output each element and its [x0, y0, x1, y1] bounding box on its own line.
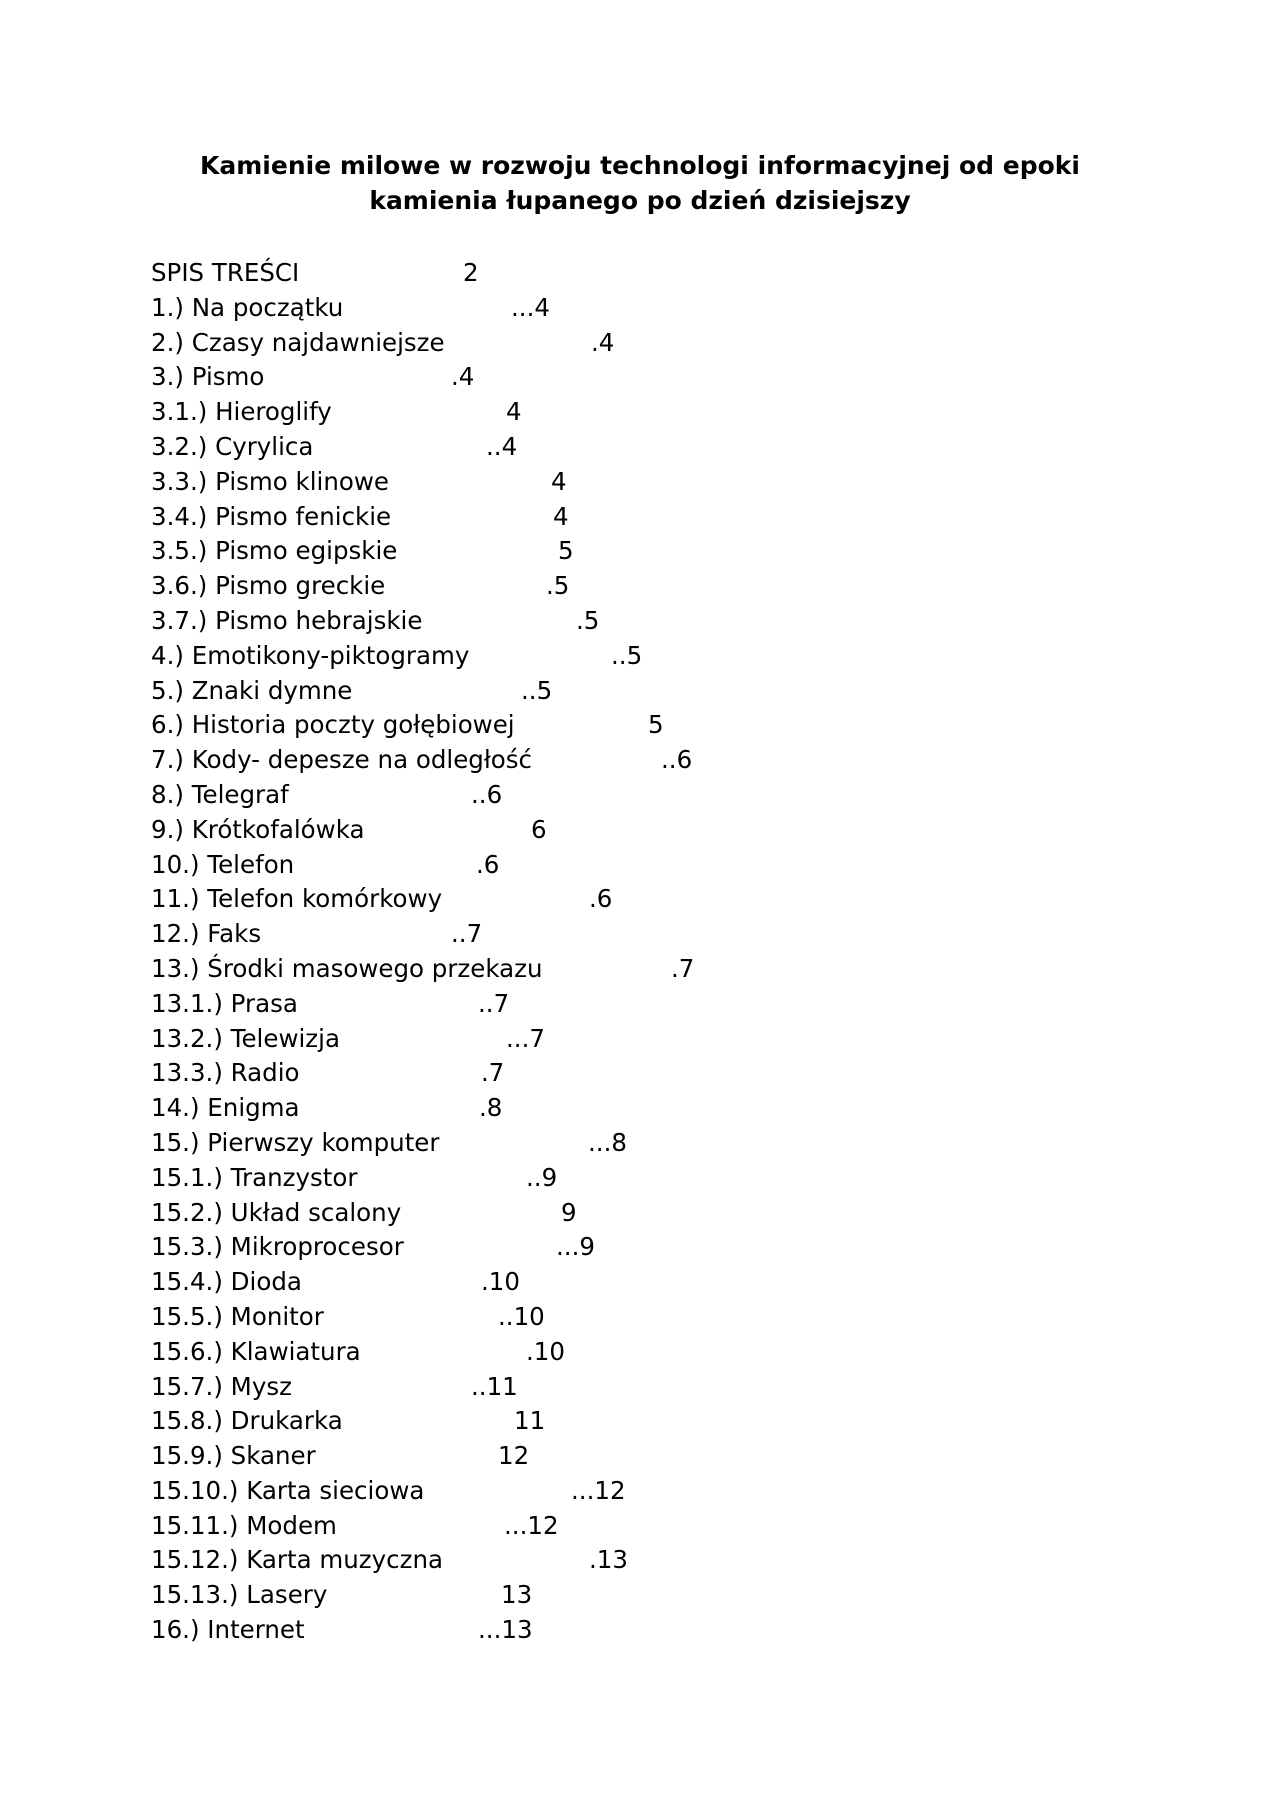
toc-entry-label: 6.) Historia poczty gołębiowej: [151, 710, 515, 740]
toc-entry[interactable]: [151, 1335, 1051, 1370]
toc-entry-label: 15.2.) Układ scalony: [151, 1197, 402, 1227]
toc-entry-label: 13.3.) Radio: [151, 1058, 300, 1088]
toc-entry-page: 12: [498, 1441, 530, 1471]
toc-entry[interactable]: [151, 1230, 1051, 1265]
toc-entry[interactable]: [151, 1091, 1051, 1126]
toc-entry-page: .5: [546, 571, 570, 601]
toc-entry[interactable]: [151, 1439, 1051, 1474]
toc-entry-label: 7.) Kody- depesze na odległość: [151, 745, 533, 775]
toc-entry[interactable]: [151, 430, 1051, 465]
toc-entry-page: 13: [501, 1580, 533, 1610]
toc-entry-page: .7: [481, 1058, 505, 1088]
toc-entry-label: 11.) Telefon komórkowy: [151, 884, 443, 914]
toc-entry[interactable]: [151, 1126, 1051, 1161]
toc-entry[interactable]: [151, 1196, 1051, 1231]
toc-entry[interactable]: [151, 639, 1051, 674]
toc-entry-page: .13: [589, 1545, 628, 1575]
toc-entry-label: 3.4.) Pismo fenickie: [151, 501, 392, 531]
toc-entry-label: 5.) Znaki dymne: [151, 675, 353, 705]
toc-entry[interactable]: [151, 1543, 1051, 1578]
toc-entry-label: 15.7.) Mysz: [151, 1371, 292, 1401]
toc-entry-label: 4.) Emotikony-piktogramy: [151, 640, 470, 670]
toc-entry[interactable]: [151, 882, 1051, 917]
toc-entry[interactable]: [151, 604, 1051, 639]
toc-entry-label: 2.) Czasy najdawniejsze: [151, 327, 445, 357]
toc-entry[interactable]: [151, 1161, 1051, 1196]
toc-entry[interactable]: [151, 1474, 1051, 1509]
toc-entry-page: ..10: [498, 1301, 545, 1331]
toc-entry-label: 15.6.) Klawiatura: [151, 1336, 361, 1366]
toc-entry-label: 1.) Na początku: [151, 292, 344, 322]
toc-entry-page: 11: [514, 1406, 546, 1436]
toc-entry-page: ...8: [588, 1127, 627, 1157]
toc-entry[interactable]: [151, 1022, 1051, 1057]
toc-entry-page: 5: [558, 536, 574, 566]
toc-entry[interactable]: [151, 813, 1051, 848]
toc-entry[interactable]: [151, 395, 1051, 430]
toc-entry-label: 13.1.) Prasa: [151, 988, 298, 1018]
toc-entry[interactable]: [151, 848, 1051, 883]
toc-entry-label: 15.5.) Monitor: [151, 1301, 324, 1331]
table-of-contents: [151, 256, 1051, 1648]
toc-entry-label: 3.6.) Pismo greckie: [151, 571, 386, 601]
toc-entry-page: .4: [591, 327, 615, 357]
toc-entry-page: ..5: [521, 675, 553, 705]
toc-entry-page: ..7: [451, 919, 483, 949]
toc-entry-page: 5: [648, 710, 664, 740]
toc-entry-label: 3.7.) Pismo hebrajskie: [151, 605, 423, 635]
toc-entry-label: 15.3.) Mikroprocesor: [151, 1232, 404, 1262]
toc-entry-label: 3.2.) Cyrylica: [151, 431, 314, 461]
toc-entry[interactable]: [151, 1613, 1051, 1648]
document-title: [150, 148, 1130, 218]
toc-entry-label: 3.) Pismo: [151, 362, 265, 392]
toc-entry[interactable]: [151, 743, 1051, 778]
toc-entry-label: 8.) Telegraf: [151, 779, 289, 809]
toc-entry-label: SPIS TREŚCI: [151, 258, 300, 287]
toc-entry-page: ..6: [661, 745, 693, 775]
toc-entry-label: 3.3.) Pismo klinowe: [151, 466, 389, 496]
toc-entry-label: 15.9.) Skaner: [151, 1441, 316, 1471]
toc-entry[interactable]: [151, 952, 1051, 987]
toc-entry-page: .7: [671, 953, 695, 983]
toc-entry-page: 4: [553, 501, 569, 531]
toc-entry-label: 15.1.) Tranzystor: [151, 1162, 358, 1192]
toc-entry-page: .8: [479, 1093, 503, 1123]
toc-entry[interactable]: [151, 465, 1051, 500]
toc-entry[interactable]: [151, 534, 1051, 569]
toc-entry[interactable]: [151, 1404, 1051, 1439]
toc-entry-page: 2: [463, 258, 479, 287]
toc-entry-page: ...7: [506, 1023, 545, 1053]
toc-entry-page: ...12: [571, 1475, 626, 1505]
title-line-2: kamienia łupanego po dzień dzisiejszy: [369, 186, 911, 215]
toc-entry-label: 15.11.) Modem: [151, 1510, 337, 1540]
toc-entry[interactable]: [151, 1056, 1051, 1091]
toc-entry-label: 15.13.) Lasery: [151, 1580, 328, 1610]
toc-entry[interactable]: [151, 291, 1051, 326]
toc-entry[interactable]: [151, 326, 1051, 361]
toc-entry[interactable]: [151, 569, 1051, 604]
toc-entry-label: 13.) Środki masowego przekazu: [151, 953, 543, 983]
toc-entry-page: ..7: [478, 988, 510, 1018]
toc-entry-label: 3.5.) Pismo egipskie: [151, 536, 398, 566]
toc-entry-page: .10: [526, 1336, 565, 1366]
toc-entry-page: 4: [551, 466, 567, 496]
toc-entry-page: 4: [506, 397, 522, 427]
toc-entry-page: ...13: [478, 1615, 533, 1645]
toc-entry-page: ..6: [471, 779, 503, 809]
toc-entry[interactable]: [151, 256, 1051, 291]
toc-entry-page: .10: [481, 1267, 520, 1297]
toc-entry-page: .4: [451, 362, 475, 392]
toc-entry-label: 13.2.) Telewizja: [151, 1023, 340, 1053]
toc-entry-label: 16.) Internet: [151, 1615, 305, 1645]
toc-entry-page: ..9: [526, 1162, 558, 1192]
toc-entry-label: 3.1.) Hieroglify: [151, 397, 332, 427]
toc-entry-page: ...12: [504, 1510, 559, 1540]
toc-entry-label: 15.4.) Dioda: [151, 1267, 302, 1297]
toc-entry-page: .6: [476, 849, 500, 879]
toc-entry[interactable]: [151, 500, 1051, 535]
toc-entry-label: 12.) Faks: [151, 919, 262, 949]
toc-entry-page: .6: [589, 884, 613, 914]
toc-entry-page: ...4: [511, 292, 550, 322]
toc-entry[interactable]: [151, 708, 1051, 743]
toc-entry[interactable]: [151, 917, 1051, 952]
toc-entry-page: 9: [561, 1197, 577, 1227]
toc-entry-page: ...9: [556, 1232, 595, 1262]
toc-entry[interactable]: [151, 360, 1051, 395]
toc-entry[interactable]: [151, 778, 1051, 813]
toc-entry-label: 15.10.) Karta sieciowa: [151, 1475, 425, 1505]
toc-entry-label: 9.) Krótkofalówka: [151, 814, 365, 844]
toc-entry[interactable]: [151, 987, 1051, 1022]
toc-entry[interactable]: [151, 1370, 1051, 1405]
toc-entry[interactable]: [151, 1578, 1051, 1613]
toc-entry[interactable]: [151, 1265, 1051, 1300]
toc-entry-page: ..4: [486, 431, 518, 461]
toc-entry[interactable]: [151, 674, 1051, 709]
toc-entry-page: 6: [531, 814, 547, 844]
toc-entry[interactable]: [151, 1509, 1051, 1544]
toc-entry-page: .5: [576, 605, 600, 635]
toc-entry-label: 14.) Enigma: [151, 1093, 300, 1123]
toc-entry[interactable]: [151, 1300, 1051, 1335]
title-line-1: Kamienie milowe w rozwoju technologi informacyjnej od epoki: [200, 151, 1080, 180]
toc-entry-label: 15.12.) Karta muzyczna: [151, 1545, 444, 1575]
toc-entry-label: 10.) Telefon: [151, 849, 295, 879]
toc-entry-label: 15.8.) Drukarka: [151, 1406, 343, 1436]
toc-entry-page: ..5: [611, 640, 643, 670]
toc-entry-label: 15.) Pierwszy komputer: [151, 1127, 440, 1157]
toc-entry-page: ..11: [471, 1371, 518, 1401]
